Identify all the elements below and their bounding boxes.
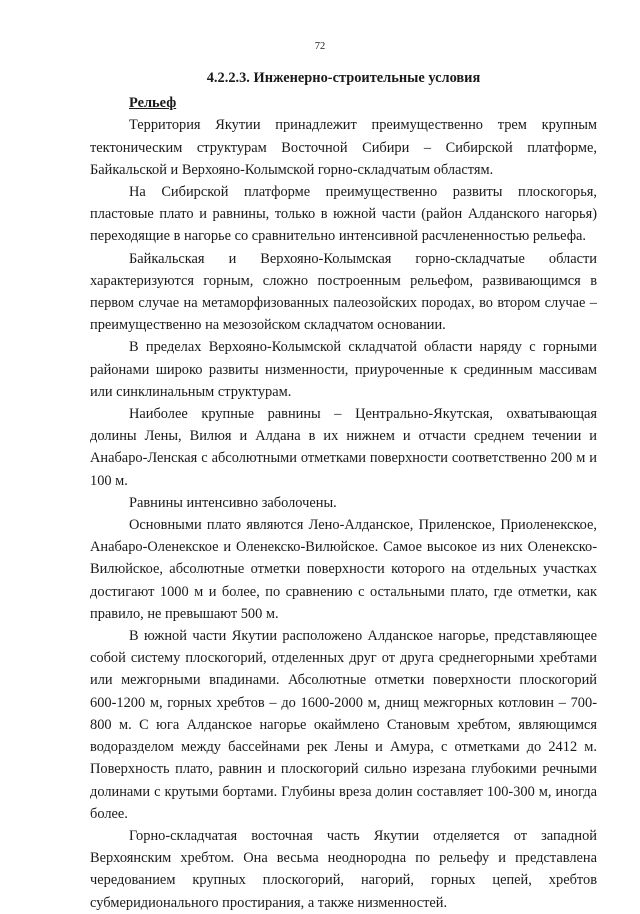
paragraph: В пределах Верхояно-Колымской складчатой области наряду с горными районами широко развиты низменности, приуроченные к срединным массивам или синклинальным структурам. <box>90 339 597 400</box>
section-heading: 4.2.2.3. Инженерно-строительные условия <box>206 70 481 86</box>
subheading-relief: Рельеф <box>129 95 177 112</box>
paragraph: На Сибирской платформе преимущественно развиты плоскогорья, пластовые плато и равнины, только в южной части (район Алданского нагорья) переходящие в нагорье со сравнительно интенсивной расчлененностью рельефа. <box>90 184 597 245</box>
paragraph: Байкальская и Верхояно-Колымская горно-складчатые области характеризуются горным, сложно построенным рельефом, развивающимся в первом случае на метаморфизованных палеозойских породах, во втором случае – преимущественно на мезозойском складчатом основании. <box>90 250 597 334</box>
document-body <box>90 67 597 914</box>
paragraph: Равнины интенсивно заболочены. <box>129 494 337 511</box>
paragraph: Основными плато являются Лено-Алданское, Приленское, Приоленекское, Анабаро-Оленекское и Оленекско-Вилюйское. Самое высокое из них Оленекско-Вилюйское, абсолютные отметки поверхности которого на отдельных участках достигают 1000 м и более, по сравнению с остальными плато, где отметки, как правило, не превышают 500 м. <box>90 517 597 622</box>
paragraph: В южной части Якутии расположено Алданское нагорье, представляющее собой систему плоскогорий, отделенных друг от друга среднегорными хребтами или межгорными впадинами. Абсолютные отметки поверхности плоскогорий 600-1200 м, горных хребтов – до 1600-2000 м, днищ межгорных котловин – 700-800 м. С юга Алданское нагорье окаймлено Становым хребтом, являющимся водоразделом между бассейнами рек Лены и Амура, с отметками до 2412 м. Поверхность плато, равнин и плоскогорий сильно изрезана глубокими речными долинами с крутыми бортами. Глубины вреза долин составляет 100-300 м, иногда более. <box>90 628 597 822</box>
page-number: 72 <box>314 41 326 52</box>
paragraph: Горно-складчатая восточная часть Якутии отделяется от западной Верхоянским хребтом. Она весьма неоднородна по рельефу и представлена чередованием крупных плоскогорий, нагорий, горных цепей, хребтов субмеридионального простирания, а также низменностей. <box>90 827 597 911</box>
paragraph: Территория Якутии принадлежит преимущественно трем крупным тектоническим структурам Восточной Сибири – Сибирской платформе, Байкальской и Верхояно-Колымской горно-складчатым областям. <box>90 117 597 178</box>
paragraph: Наиболее крупные равнины – Центрально-Якутская, охватывающая долины Лены, Вилюя и Алдана в их нижнем и отчасти среднем течении и Анабаро-Ленская с абсолютными отметками поверхности соответственно 200 м и 100 м. <box>90 406 597 489</box>
